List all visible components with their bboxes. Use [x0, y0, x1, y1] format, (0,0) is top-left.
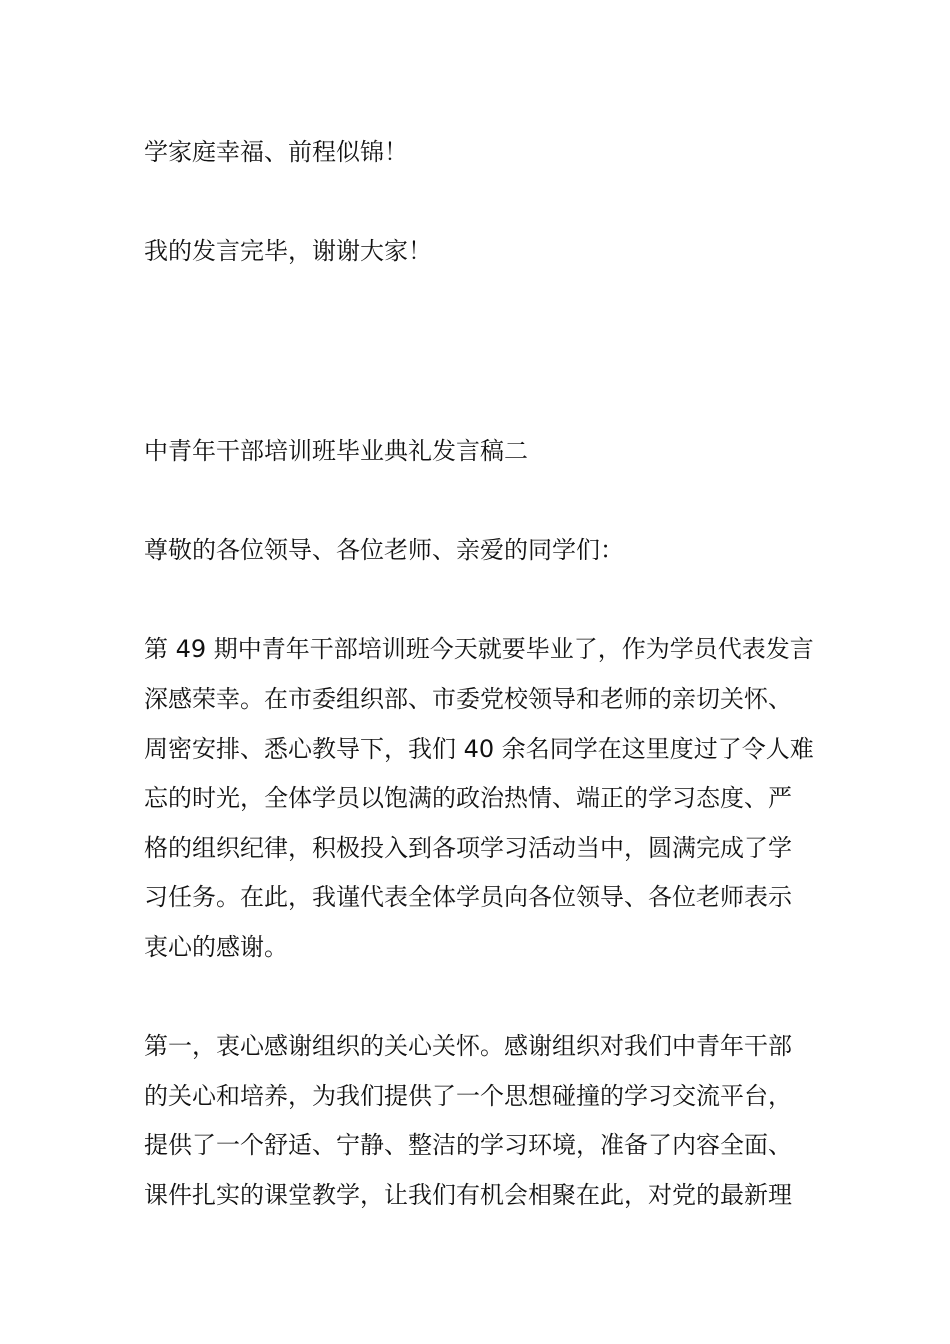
paragraph-line: 深感荣幸。在市委组织部、市委党校领导和老师的亲切关怀、	[144, 685, 792, 713]
closing-line: 学家庭幸福、前程似锦！	[144, 138, 408, 166]
paragraph-line: 第一，衷心感谢组织的关心关怀。感谢组织对我们中青年干部	[144, 1032, 792, 1060]
paragraph-line: 忘的时光，全体学员以饱满的政治热情、端正的学习态度、严	[144, 784, 792, 812]
paragraph-line: 衷心的感谢。	[144, 933, 288, 961]
speech-title: 中青年干部培训班毕业典礼发言稿二	[144, 437, 528, 465]
paragraph-line: 周密安排、悉心教导下，我们 40 余名同学在这里度过了令人难	[144, 735, 814, 763]
salutation: 尊敬的各位领导、各位老师、亲爱的同学们：	[144, 536, 624, 564]
closing-thanks: 我的发言完毕，谢谢大家！	[144, 237, 432, 265]
paragraph-line: 提供了一个舒适、宁静、整洁的学习环境，准备了内容全面、	[144, 1131, 792, 1159]
paragraph-line: 课件扎实的课堂教学，让我们有机会相聚在此，对党的最新理	[144, 1181, 792, 1209]
paragraph-line: 习任务。在此，我谨代表全体学员向各位领导、各位老师表示	[144, 883, 792, 911]
paragraph-line: 的关心和培养，为我们提供了一个思想碰撞的学习交流平台，	[144, 1082, 792, 1110]
paragraph-line: 格的组织纪律，积极投入到各项学习活动当中，圆满完成了学	[144, 834, 792, 862]
paragraph-line: 第 49 期中青年干部培训班今天就要毕业了，作为学员代表发言	[144, 635, 814, 663]
